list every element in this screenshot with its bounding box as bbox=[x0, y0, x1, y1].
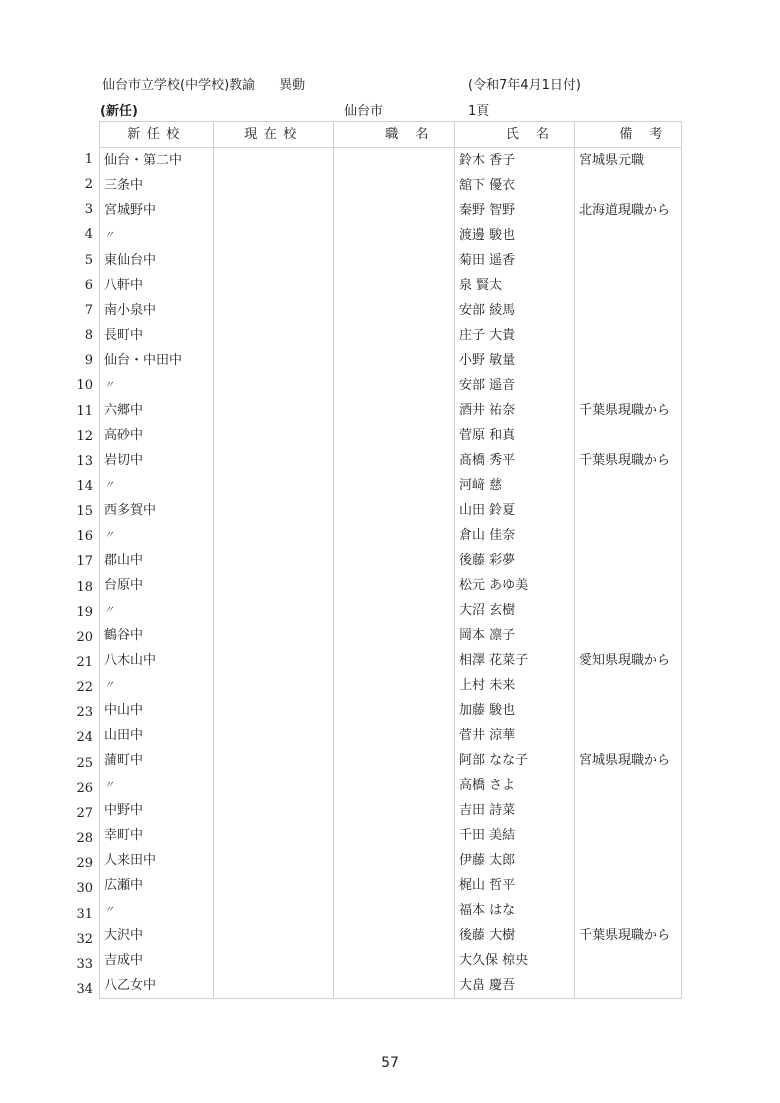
cell-note bbox=[575, 323, 682, 348]
cell-current-school bbox=[214, 523, 334, 548]
document-title bbox=[102, 74, 305, 93]
cell-name: 後藤 大樹 bbox=[455, 923, 575, 948]
cell-note: 宮城県現職から bbox=[575, 748, 682, 773]
row-number: 26 bbox=[76, 780, 93, 796]
cell-position bbox=[334, 698, 455, 723]
cell-current-school bbox=[214, 598, 334, 623]
cell-note bbox=[575, 823, 682, 848]
table-row bbox=[100, 498, 682, 523]
cell-name: 上村 未来 bbox=[455, 673, 575, 698]
cell-note: 千葉県現職から bbox=[575, 448, 682, 473]
roster-table bbox=[99, 121, 682, 999]
cell-new-school: 大沢中 bbox=[100, 923, 214, 948]
cell-new-school: 長町中 bbox=[100, 323, 214, 348]
cell-name: 菅原 和真 bbox=[455, 423, 575, 448]
table-row bbox=[100, 198, 682, 223]
cell-new-school: 〃 bbox=[100, 773, 214, 798]
table-row bbox=[100, 898, 682, 923]
cell-name: 松元 あゆ美 bbox=[455, 573, 575, 598]
cell-position bbox=[334, 498, 455, 523]
cell-position bbox=[334, 623, 455, 648]
cell-position bbox=[334, 898, 455, 923]
cell-name: 小野 敏量 bbox=[455, 348, 575, 373]
table-row bbox=[100, 773, 682, 798]
cell-name: 倉山 佳奈 bbox=[455, 523, 575, 548]
cell-note bbox=[575, 473, 682, 498]
cell-new-school: 中野中 bbox=[100, 798, 214, 823]
cell-name: 大沼 玄樹 bbox=[455, 598, 575, 623]
cell-new-school: 高砂中 bbox=[100, 423, 214, 448]
cell-position bbox=[334, 823, 455, 848]
cell-current-school bbox=[214, 273, 334, 298]
cell-name: 菅井 涼華 bbox=[455, 723, 575, 748]
cell-name: 山田 鈴夏 bbox=[455, 498, 575, 523]
table-row bbox=[100, 623, 682, 648]
cell-note bbox=[575, 173, 682, 198]
cell-new-school: 岩切中 bbox=[100, 448, 214, 473]
cell-current-school bbox=[214, 148, 334, 174]
cell-position bbox=[334, 273, 455, 298]
cell-new-school: 中山中 bbox=[100, 698, 214, 723]
table-row bbox=[100, 798, 682, 823]
table-row bbox=[100, 873, 682, 898]
cell-note bbox=[575, 523, 682, 548]
cell-note bbox=[575, 623, 682, 648]
cell-new-school: 吉成中 bbox=[100, 948, 214, 973]
table-row bbox=[100, 948, 682, 973]
row-number: 21 bbox=[76, 655, 93, 670]
cell-position bbox=[334, 173, 455, 198]
row-number: 11 bbox=[76, 403, 93, 419]
cell-current-school bbox=[214, 773, 334, 798]
cell-note bbox=[575, 973, 682, 999]
cell-new-school: 仙台・第二中 bbox=[100, 148, 214, 174]
row-number: 30 bbox=[76, 881, 93, 897]
cell-current-school bbox=[214, 373, 334, 398]
cell-note: 北海道現職から bbox=[575, 198, 682, 223]
cell-note bbox=[575, 348, 682, 373]
cell-position bbox=[334, 523, 455, 548]
table-row bbox=[100, 698, 682, 723]
cell-name: 大畠 慶吾 bbox=[455, 973, 575, 999]
cell-current-school bbox=[214, 923, 334, 948]
table-row bbox=[100, 523, 682, 548]
row-number: 33 bbox=[76, 956, 93, 972]
cell-current-school bbox=[214, 298, 334, 323]
cell-name: 梶山 哲平 bbox=[455, 873, 575, 898]
table-row bbox=[100, 248, 682, 273]
table-row bbox=[100, 323, 682, 348]
table-row bbox=[100, 223, 682, 248]
cell-position bbox=[334, 723, 455, 748]
cell-new-school: 山田中 bbox=[100, 723, 214, 748]
cell-new-school: 六郷中 bbox=[100, 398, 214, 423]
row-number: 8 bbox=[84, 328, 93, 344]
row-number: 17 bbox=[76, 554, 93, 570]
cell-note: 千葉県現職から bbox=[575, 923, 682, 948]
cell-current-school bbox=[214, 723, 334, 748]
column-header-name: 氏 名 bbox=[455, 122, 575, 148]
row-number: 14 bbox=[76, 478, 93, 494]
cell-new-school: 西多賀中 bbox=[100, 498, 214, 523]
cell-note bbox=[575, 598, 682, 623]
table-row bbox=[100, 973, 682, 999]
cell-current-school bbox=[214, 223, 334, 248]
row-number: 31 bbox=[76, 906, 93, 922]
cell-name: 岡本 凛子 bbox=[455, 623, 575, 648]
row-number: 19 bbox=[76, 604, 93, 620]
cell-current-school bbox=[214, 473, 334, 498]
cell-current-school bbox=[214, 323, 334, 348]
cell-new-school: 南小泉中 bbox=[100, 298, 214, 323]
cell-position bbox=[334, 873, 455, 898]
row-number: 1 bbox=[84, 152, 93, 167]
cell-name: 安部 綾馬 bbox=[455, 298, 575, 323]
cell-new-school: 広瀬中 bbox=[100, 873, 214, 898]
cell-new-school: 〃 bbox=[100, 223, 214, 248]
table-row bbox=[100, 573, 682, 598]
cell-note bbox=[575, 548, 682, 573]
cell-note bbox=[575, 498, 682, 523]
cell-new-school: 台原中 bbox=[100, 573, 214, 598]
cell-note bbox=[575, 848, 682, 873]
cell-new-school: 郡山中 bbox=[100, 548, 214, 573]
cell-new-school: 人来田中 bbox=[100, 848, 214, 873]
cell-current-school bbox=[214, 873, 334, 898]
row-number: 13 bbox=[76, 453, 93, 469]
cell-note: 愛知県現職から bbox=[575, 648, 682, 673]
row-number: 22 bbox=[76, 680, 93, 696]
cell-name: 福本 はな bbox=[455, 898, 575, 923]
cell-position bbox=[334, 948, 455, 973]
table-row bbox=[100, 673, 682, 698]
table-row bbox=[100, 648, 682, 673]
cell-current-school bbox=[214, 848, 334, 873]
cell-current-school bbox=[214, 173, 334, 198]
cell-name: 秦野 智野 bbox=[455, 198, 575, 223]
table-row bbox=[100, 923, 682, 948]
cell-position bbox=[334, 598, 455, 623]
cell-position bbox=[334, 848, 455, 873]
row-number: 23 bbox=[76, 705, 93, 721]
cell-name: 大久保 椋央 bbox=[455, 948, 575, 973]
cell-position bbox=[334, 298, 455, 323]
table-row bbox=[100, 273, 682, 298]
cell-note bbox=[575, 723, 682, 748]
table-row bbox=[100, 548, 682, 573]
column-header-position: 職 名 bbox=[334, 122, 455, 148]
cell-new-school: 仙台・中田中 bbox=[100, 348, 214, 373]
cell-current-school bbox=[214, 673, 334, 698]
cell-name: 安部 遥音 bbox=[455, 373, 575, 398]
cell-name: 庄子 大貴 bbox=[455, 323, 575, 348]
cell-current-school bbox=[214, 548, 334, 573]
cell-note bbox=[575, 423, 682, 448]
row-number: 4 bbox=[84, 227, 93, 243]
cell-note bbox=[575, 273, 682, 298]
cell-new-school: 三条中 bbox=[100, 173, 214, 198]
cell-position bbox=[334, 198, 455, 223]
cell-position bbox=[334, 148, 455, 174]
page-number: 57 bbox=[381, 1055, 399, 1071]
column-header-current-school: 現在校 bbox=[214, 122, 334, 148]
cell-note bbox=[575, 898, 682, 923]
row-number: 28 bbox=[76, 831, 93, 847]
cell-name: 後藤 彩夢 bbox=[455, 548, 575, 573]
cell-note bbox=[575, 773, 682, 798]
row-number: 6 bbox=[84, 277, 93, 293]
cell-new-school: 幸町中 bbox=[100, 823, 214, 848]
cell-name: 泉 賢太 bbox=[455, 273, 575, 298]
cell-current-school bbox=[214, 698, 334, 723]
cell-position bbox=[334, 548, 455, 573]
row-number: 9 bbox=[84, 353, 93, 369]
row-number: 24 bbox=[76, 730, 93, 746]
cell-new-school: 八木山中 bbox=[100, 648, 214, 673]
cell-current-school bbox=[214, 423, 334, 448]
column-header-new-school: 新任校 bbox=[100, 122, 214, 148]
table-row bbox=[100, 598, 682, 623]
cell-position bbox=[334, 448, 455, 473]
cell-new-school: 東仙台中 bbox=[100, 248, 214, 273]
cell-name: 河﨑 慈 bbox=[455, 473, 575, 498]
cell-position bbox=[334, 223, 455, 248]
cell-current-school bbox=[214, 623, 334, 648]
cell-current-school bbox=[214, 648, 334, 673]
cell-position bbox=[334, 748, 455, 773]
cell-position bbox=[334, 248, 455, 273]
cell-current-school bbox=[214, 248, 334, 273]
cell-current-school bbox=[214, 398, 334, 423]
cell-new-school: 〃 bbox=[100, 523, 214, 548]
cell-position bbox=[334, 348, 455, 373]
cell-name: 髙橋 秀平 bbox=[455, 448, 575, 473]
cell-name: 酒井 祐奈 bbox=[455, 398, 575, 423]
table-body bbox=[100, 148, 682, 999]
row-number: 18 bbox=[76, 579, 93, 595]
cell-note bbox=[575, 948, 682, 973]
row-number: 3 bbox=[84, 202, 93, 218]
table-row bbox=[100, 423, 682, 448]
cell-name: 鈴木 香子 bbox=[455, 148, 575, 174]
cell-position bbox=[334, 973, 455, 999]
cell-current-school bbox=[214, 498, 334, 523]
cell-name: 渡邊 駿也 bbox=[455, 223, 575, 248]
cell-note bbox=[575, 673, 682, 698]
cell-position bbox=[334, 648, 455, 673]
cell-new-school: 〃 bbox=[100, 373, 214, 398]
row-number: 7 bbox=[84, 302, 93, 318]
cell-current-school bbox=[214, 448, 334, 473]
cell-new-school: 〃 bbox=[100, 473, 214, 498]
table-row bbox=[100, 298, 682, 323]
cell-position bbox=[334, 923, 455, 948]
cell-note bbox=[575, 698, 682, 723]
row-number: 32 bbox=[76, 931, 93, 947]
cell-note bbox=[575, 573, 682, 598]
title-text: 仙台市立学校(中学校)教諭 bbox=[102, 78, 256, 93]
table-header-row bbox=[100, 122, 682, 148]
effective-date: (令和7年4月1日付) bbox=[468, 78, 581, 93]
table-row bbox=[100, 748, 682, 773]
title-subtitle: 異動 bbox=[279, 78, 306, 93]
section-label: (新任) bbox=[100, 104, 138, 119]
cell-current-school bbox=[214, 898, 334, 923]
page-label: 1頁 bbox=[468, 104, 490, 119]
cell-new-school: 蒲町中 bbox=[100, 748, 214, 773]
cell-position bbox=[334, 673, 455, 698]
cell-name: 加藤 駿也 bbox=[455, 698, 575, 723]
cell-current-school bbox=[214, 198, 334, 223]
cell-new-school: 八軒中 bbox=[100, 273, 214, 298]
cell-position bbox=[334, 798, 455, 823]
cell-position bbox=[334, 323, 455, 348]
cell-note bbox=[575, 373, 682, 398]
cell-note bbox=[575, 873, 682, 898]
table-row bbox=[100, 848, 682, 873]
row-number: 2 bbox=[84, 177, 93, 193]
cell-new-school: 八乙女中 bbox=[100, 973, 214, 999]
table-row bbox=[100, 373, 682, 398]
cell-current-school bbox=[214, 823, 334, 848]
cell-note: 千葉県現職から bbox=[575, 398, 682, 423]
cell-name: 高橋 さよ bbox=[455, 773, 575, 798]
cell-current-school bbox=[214, 948, 334, 973]
cell-new-school: 宮城野中 bbox=[100, 198, 214, 223]
row-number: 5 bbox=[84, 252, 93, 268]
table-row bbox=[100, 448, 682, 473]
table-row bbox=[100, 823, 682, 848]
cell-note bbox=[575, 248, 682, 273]
cell-name: 千田 美結 bbox=[455, 823, 575, 848]
table-row bbox=[100, 348, 682, 373]
row-number: 29 bbox=[76, 856, 93, 872]
table-row bbox=[100, 723, 682, 748]
cell-position bbox=[334, 773, 455, 798]
row-number: 25 bbox=[76, 755, 93, 771]
row-number: 27 bbox=[76, 805, 93, 821]
table-row bbox=[100, 173, 682, 198]
cell-name: 相澤 花菜子 bbox=[455, 648, 575, 673]
row-number: 15 bbox=[76, 504, 93, 520]
cell-note bbox=[575, 223, 682, 248]
row-number: 34 bbox=[76, 981, 93, 997]
cell-note: 宮城県元職 bbox=[575, 148, 682, 174]
cell-new-school: 〃 bbox=[100, 598, 214, 623]
cell-current-school bbox=[214, 748, 334, 773]
cell-name: 吉田 詩菜 bbox=[455, 798, 575, 823]
cell-position bbox=[334, 473, 455, 498]
cell-current-school bbox=[214, 973, 334, 999]
cell-position bbox=[334, 423, 455, 448]
cell-current-school bbox=[214, 798, 334, 823]
row-number: 16 bbox=[76, 529, 93, 545]
table-row bbox=[100, 398, 682, 423]
cell-name: 阿部 なな子 bbox=[455, 748, 575, 773]
cell-position bbox=[334, 398, 455, 423]
cell-position bbox=[334, 373, 455, 398]
table-row bbox=[100, 148, 682, 174]
cell-name: 舘下 優衣 bbox=[455, 173, 575, 198]
row-number: 20 bbox=[76, 629, 93, 645]
cell-current-school bbox=[214, 348, 334, 373]
table-row bbox=[100, 473, 682, 498]
cell-new-school: 〃 bbox=[100, 673, 214, 698]
city-label: 仙台市 bbox=[344, 104, 384, 119]
row-number: 12 bbox=[76, 428, 93, 444]
cell-current-school bbox=[214, 573, 334, 598]
row-number: 10 bbox=[76, 378, 93, 394]
cell-position bbox=[334, 573, 455, 598]
cell-name: 伊藤 太郎 bbox=[455, 848, 575, 873]
cell-new-school: 鶴谷中 bbox=[100, 623, 214, 648]
column-header-note: 備 考 bbox=[575, 122, 682, 148]
cell-new-school: 〃 bbox=[100, 898, 214, 923]
cell-name: 菊田 遥香 bbox=[455, 248, 575, 273]
cell-note bbox=[575, 298, 682, 323]
cell-note bbox=[575, 798, 682, 823]
